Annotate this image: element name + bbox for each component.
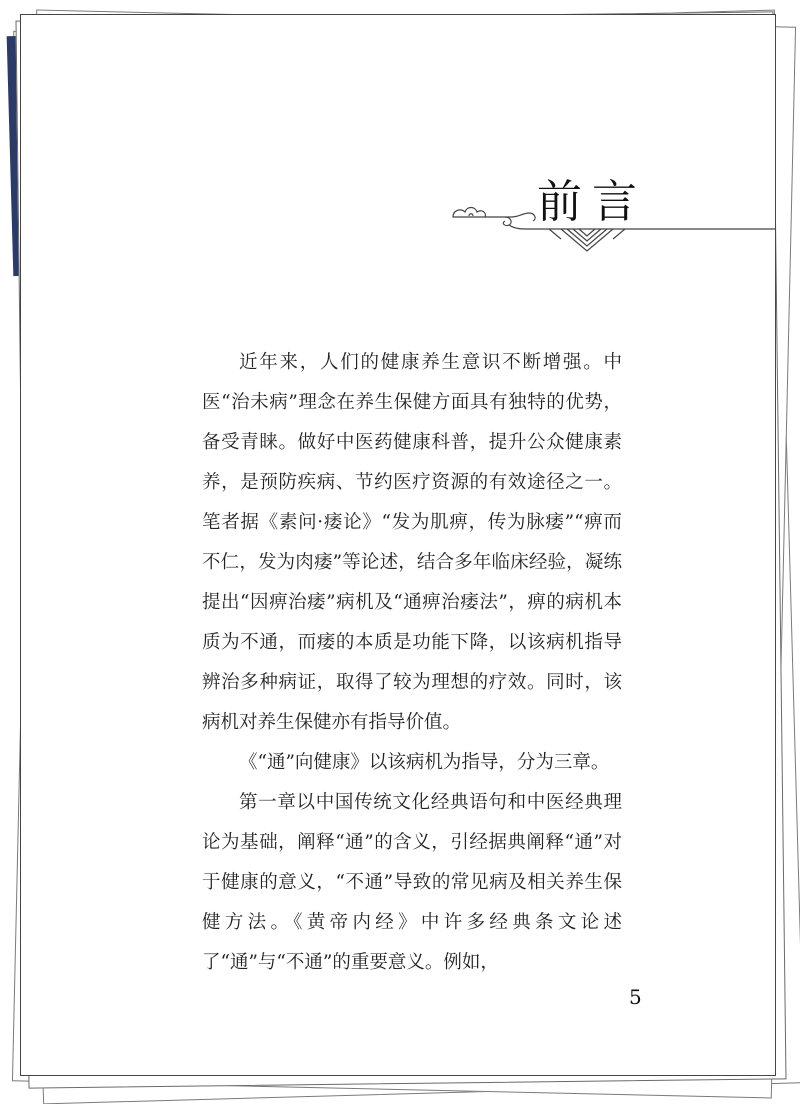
paragraph-2: 《“通”向健康》以该病机为指导，分为三章。 [239, 752, 610, 773]
page-title: 前言 [537, 175, 648, 228]
paragraph-1: 近年来，人们的健康养生意识不断增强。中医“治未病”理念在养生保健方面具有独特的优势，备受青睐。做好中医药健康科普，提升公众健康素养，是预防疾病、节约医疗资源的有效途径之一。笔者据《素问·痿论》“发为肌痹，传为脉痿”“痹而不仁，发为肉痿”等论述，结合多年临床经验，凝练提出“因痹治痿”病机及“通痹治痿法”，痹的病机本质为不通，而痿的本质是功能下降，以该病机指导辨治多种病证，取得了较为理想的疗效。同时，该病机对养生保健亦有指导价值。 [202, 352, 622, 733]
page-number: 5 [629, 985, 642, 1009]
preface-body [202, 343, 622, 983]
cloud-ornament-icon [449, 193, 779, 263]
document-page [20, 14, 776, 1076]
paragraph-3: 第一章以中国传统文化经典语句和中医经典理论为基础，阐释“通”的含义，引经据典阐释“通”对于健康的意义，“不通”导致的常见病及相关养生保健方法。《黄帝内经》中许多经典条文论述了“通”与“不通”的重要意义。例如， [202, 792, 622, 973]
